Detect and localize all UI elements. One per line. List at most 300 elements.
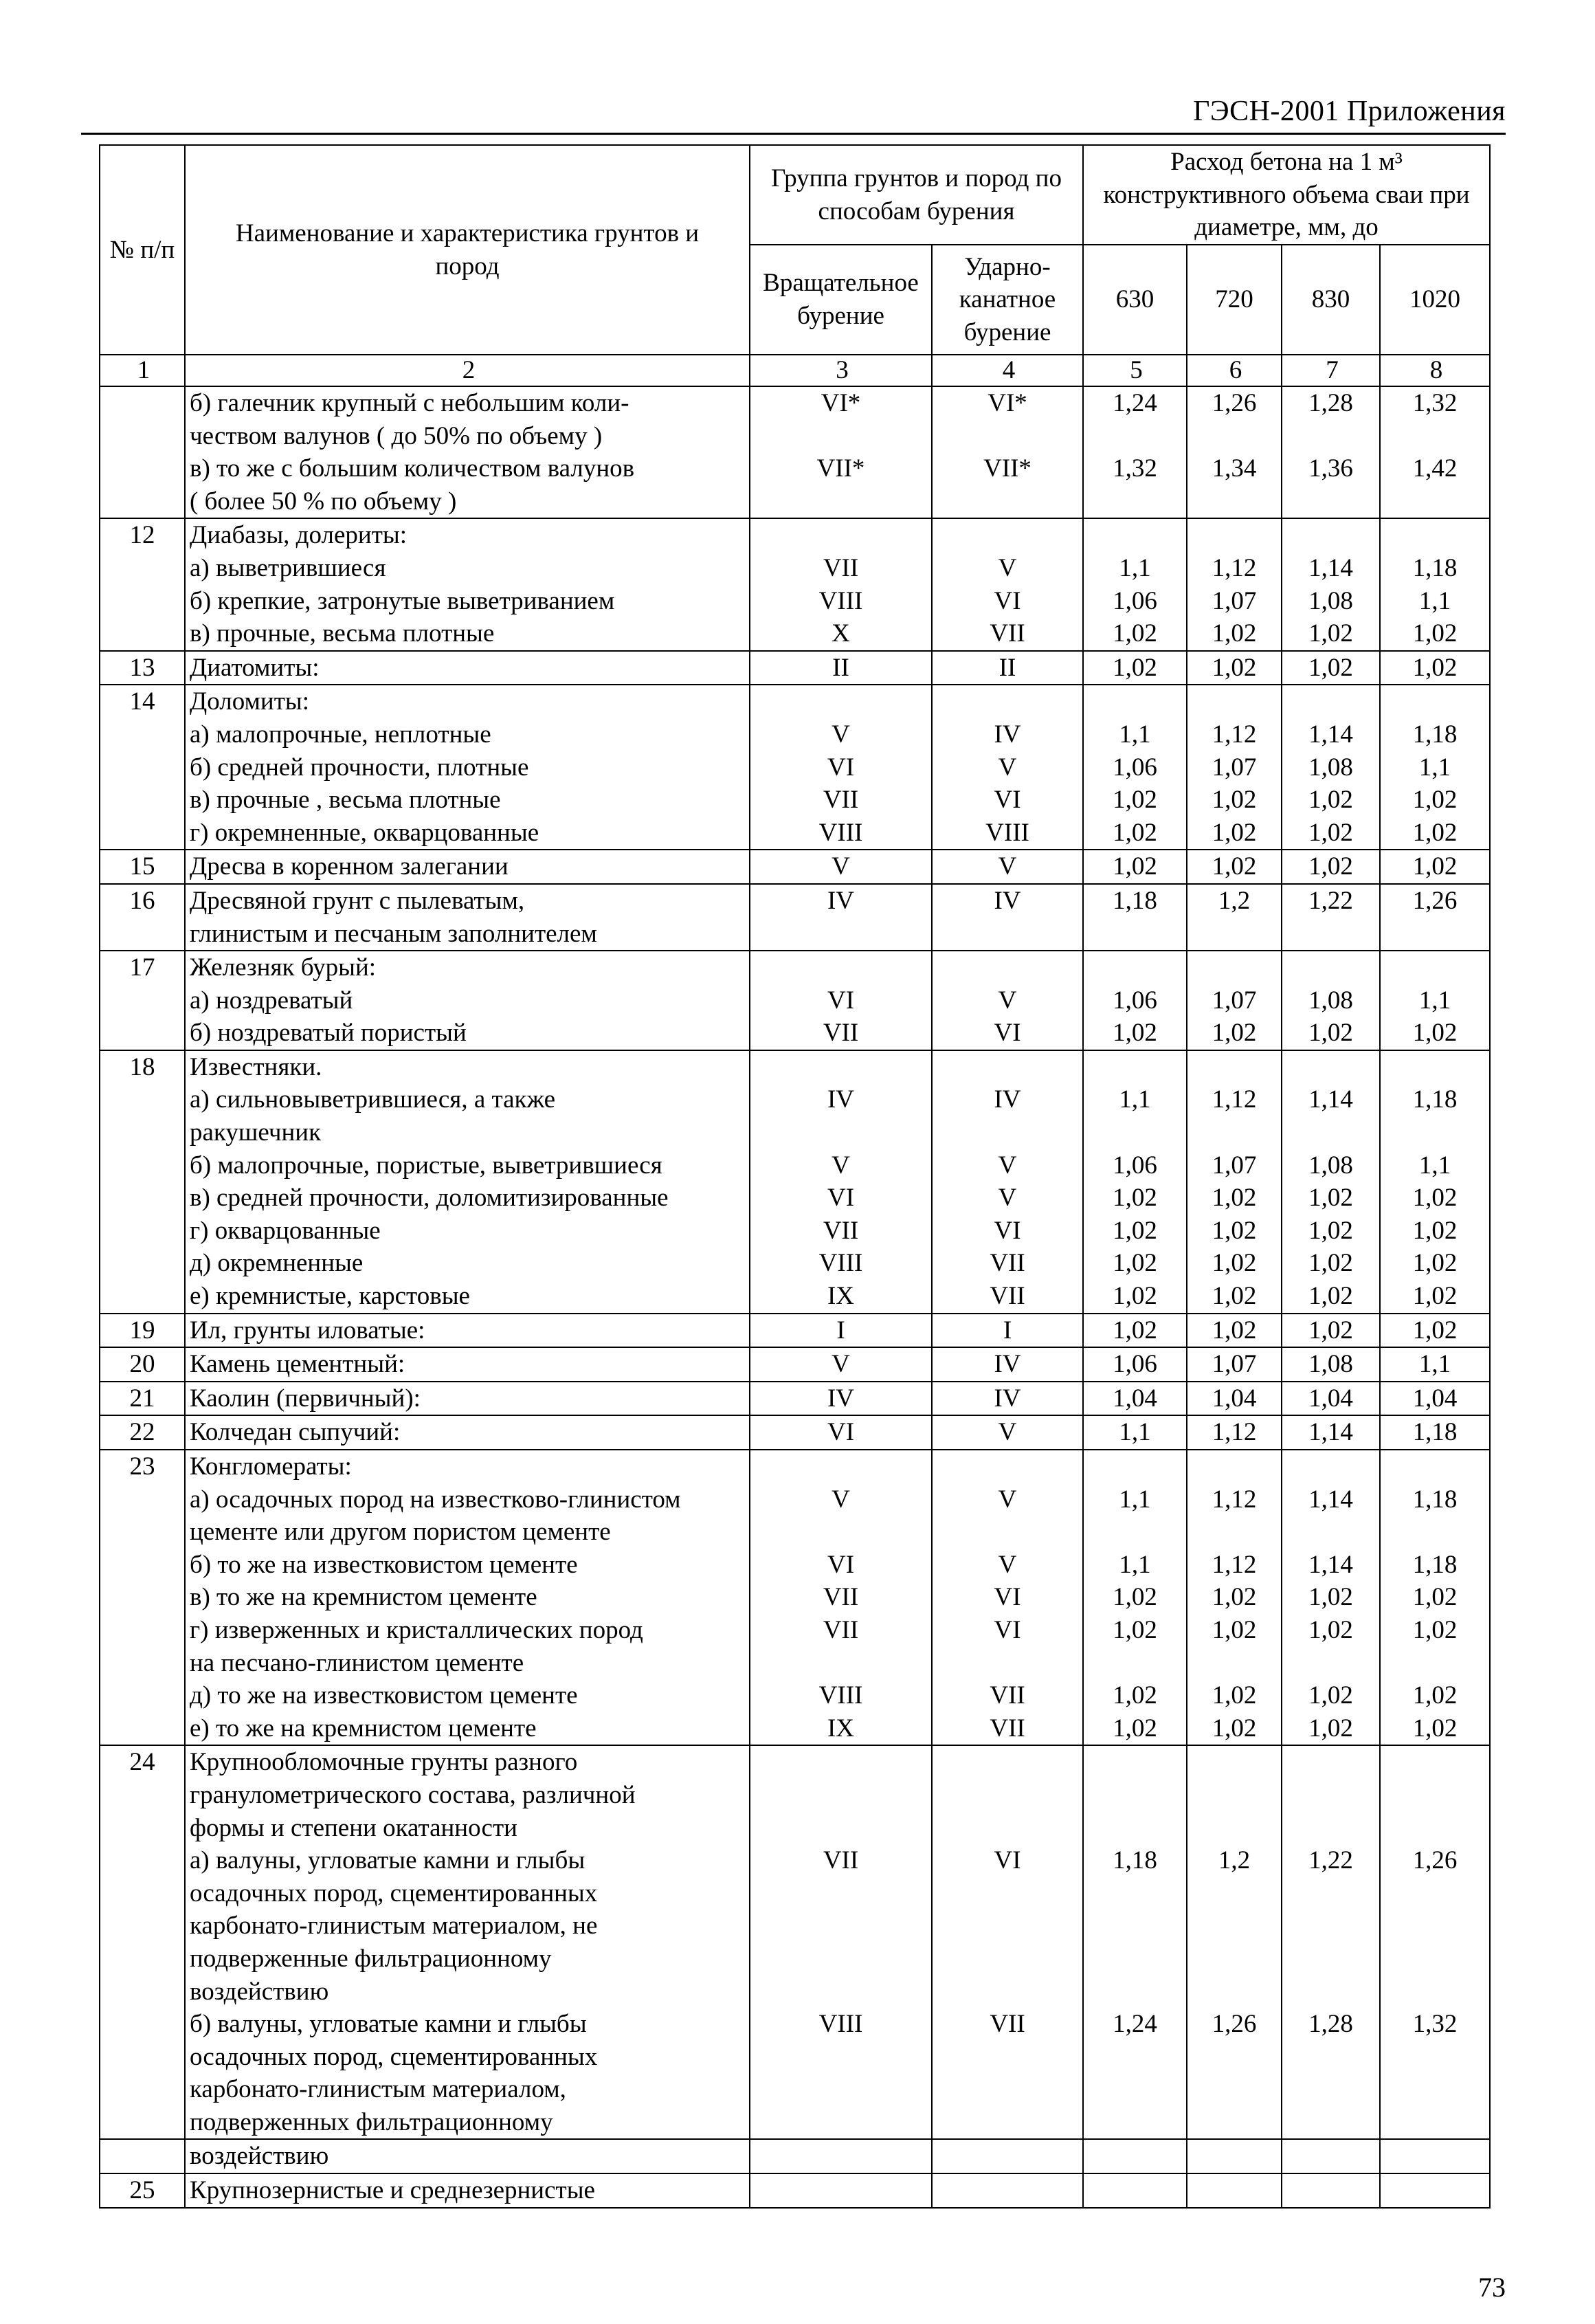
soil-name-cell: д) окремненные <box>185 1247 750 1280</box>
rotary-group-cell: VI <box>750 1549 932 1582</box>
table-row <box>100 718 1490 751</box>
percussion-group-cell: II <box>932 651 1083 685</box>
rotary-group-cell: VII <box>750 1581 932 1614</box>
table-row <box>100 1017 1490 1050</box>
consumption-720-cell: 1,26 <box>1187 2008 1282 2041</box>
soil-name-cell: гранулометрического состава, различной <box>185 1779 750 1812</box>
consumption-720-cell: 1,12 <box>1187 1415 1282 1450</box>
percussion-group-cell <box>932 685 1083 718</box>
consumption-830-cell <box>1282 2106 1380 2140</box>
percussion-group-cell <box>932 918 1083 951</box>
rotary-group-cell <box>750 1877 932 1910</box>
row-number-cell: 16 <box>100 884 185 918</box>
row-number-cell: 21 <box>100 1382 185 1416</box>
rotary-group-cell: VI <box>750 1415 932 1450</box>
row-number-cell: 23 <box>100 1450 185 1483</box>
consumption-830-cell <box>1282 1450 1380 1483</box>
consumption-720-cell: 1,12 <box>1187 718 1282 751</box>
page-number: 73 <box>1478 2272 1506 2303</box>
consumption-630-cell: 1,02 <box>1083 1280 1187 1314</box>
consumption-1020-cell <box>1380 420 1490 453</box>
consumption-630-cell: 1,18 <box>1083 1844 1187 1877</box>
rotary-group-cell: I <box>750 1314 932 1348</box>
rotary-group-cell <box>750 1516 932 1549</box>
row-number-cell: 25 <box>100 2173 185 2208</box>
consumption-720-cell: 1,04 <box>1187 1382 1282 1416</box>
table-row <box>100 951 1490 984</box>
consumption-630-cell <box>1083 1450 1187 1483</box>
consumption-830-cell: 1,22 <box>1282 1844 1380 1877</box>
percussion-group-cell: VII <box>932 617 1083 651</box>
soil-name-cell: а) малопрочные, неплотные <box>185 718 750 751</box>
consumption-830-cell: 1,02 <box>1282 617 1380 651</box>
consumption-830-cell <box>1282 2173 1380 2208</box>
rotary-group-cell: VII <box>750 1017 932 1050</box>
rotary-group-cell <box>750 2106 932 2140</box>
consumption-1020-cell: 1,32 <box>1380 386 1490 420</box>
row-number-cell <box>100 784 185 817</box>
percussion-group-cell: V <box>932 1549 1083 1582</box>
rotary-group-cell <box>750 1976 932 2008</box>
soil-name-cell: на песчано-глинистом цементе <box>185 1647 750 1680</box>
consumption-720-cell <box>1187 1976 1282 2008</box>
consumption-830-cell: 1,14 <box>1282 552 1380 585</box>
percussion-group-cell <box>932 2106 1083 2140</box>
consumption-630-cell <box>1083 2139 1187 2173</box>
consumption-1020-cell: 1,18 <box>1380 1483 1490 1516</box>
percussion-group-cell <box>932 2073 1083 2106</box>
rotary-group-cell <box>750 951 932 984</box>
consumption-630-cell <box>1083 1745 1187 1779</box>
soil-name-cell: Дресвяной грунт с пылеватым, <box>185 884 750 918</box>
consumption-1020-cell <box>1380 1050 1490 1084</box>
consumption-630-cell <box>1083 518 1187 552</box>
row-number-cell: 17 <box>100 951 185 984</box>
soil-name-cell: г) окварцованные <box>185 1215 750 1248</box>
percussion-group-cell: VII* <box>932 452 1083 485</box>
table-row <box>100 386 1490 420</box>
table-row <box>100 1450 1490 1483</box>
row-number-cell <box>100 386 185 420</box>
table-row <box>100 1943 1490 1976</box>
consumption-630-cell: 1,02 <box>1083 1581 1187 1614</box>
consumption-1020-cell <box>1380 685 1490 718</box>
consumption-720-cell <box>1187 1647 1282 1680</box>
row-number-cell <box>100 918 185 951</box>
soil-name-cell: а) осадочных пород на известково-глинистом <box>185 1483 750 1516</box>
table-row <box>100 617 1490 651</box>
consumption-1020-cell <box>1380 2173 1490 2208</box>
percussion-group-cell: V <box>932 552 1083 585</box>
table-row <box>100 585 1490 618</box>
percussion-group-cell: VI <box>932 784 1083 817</box>
consumption-830-cell <box>1282 485 1380 519</box>
percussion-group-cell: V <box>932 1149 1083 1182</box>
consumption-830-cell <box>1282 1943 1380 1976</box>
row-number-cell <box>100 2073 185 2106</box>
percussion-group-cell: VI* <box>932 386 1083 420</box>
consumption-720-cell <box>1187 2173 1282 2208</box>
rotary-group-cell: V <box>750 850 932 884</box>
table-row <box>100 1215 1490 1248</box>
rotary-group-cell <box>750 1943 932 1976</box>
percussion-group-cell <box>932 2173 1083 2208</box>
consumption-720-cell <box>1187 1450 1282 1483</box>
percussion-group-cell: VI <box>932 1614 1083 1647</box>
consumption-720-cell: 1,07 <box>1187 751 1282 784</box>
consumption-720-cell: 1,02 <box>1187 1314 1282 1348</box>
row-number-cell: 24 <box>100 1745 185 1779</box>
soil-name-cell: осадочных пород, сцементированных <box>185 2041 750 2074</box>
percussion-group-cell: IV <box>932 884 1083 918</box>
consumption-1020-cell <box>1380 2139 1490 2173</box>
consumption-830-cell: 1,36 <box>1282 452 1380 485</box>
consumption-830-cell <box>1282 951 1380 984</box>
rotary-group-cell <box>750 420 932 453</box>
table-row <box>100 1877 1490 1910</box>
percussion-group-cell <box>932 1450 1083 1483</box>
row-number-cell <box>100 1581 185 1614</box>
percussion-group-cell <box>932 518 1083 552</box>
rotary-group-cell: IX <box>750 1280 932 1314</box>
consumption-1020-cell: 1,26 <box>1380 884 1490 918</box>
rotary-group-cell: VIII <box>750 585 932 618</box>
consumption-830-cell <box>1282 1812 1380 1845</box>
header-diameter: 630 <box>1083 245 1187 355</box>
consumption-830-cell: 1,08 <box>1282 984 1380 1017</box>
row-number-cell <box>100 1844 185 1877</box>
consumption-720-cell: 1,02 <box>1187 850 1282 884</box>
consumption-720-cell: 1,02 <box>1187 1581 1282 1614</box>
soil-name-cell: глинистым и песчаным заполнителем <box>185 918 750 951</box>
row-number-cell <box>100 1182 185 1215</box>
soil-name-cell: Дресва в коренном залегании <box>185 850 750 884</box>
consumption-630-cell: 1,02 <box>1083 850 1187 884</box>
consumption-1020-cell: 1,02 <box>1380 617 1490 651</box>
rotary-group-cell: VII <box>750 784 932 817</box>
soil-name-cell: г) изверженных и кристаллических пород <box>185 1614 750 1647</box>
row-number-cell <box>100 552 185 585</box>
soil-name-cell: б) средней прочности, плотные <box>185 751 750 784</box>
consumption-720-cell: 1,07 <box>1187 1347 1282 1382</box>
consumption-830-cell <box>1282 518 1380 552</box>
soil-name-cell: е) то же на кремнистом цементе <box>185 1712 750 1746</box>
consumption-720-cell: 1,02 <box>1187 1679 1282 1712</box>
consumption-720-cell: 1,02 <box>1187 1182 1282 1215</box>
row-number-cell <box>100 1516 185 1549</box>
header-percussion: Ударно-канатное бурение <box>932 245 1083 355</box>
consumption-630-cell <box>1083 2106 1187 2140</box>
soil-name-cell: осадочных пород, сцементированных <box>185 1877 750 1910</box>
consumption-720-cell: 1,02 <box>1187 784 1282 817</box>
soil-name-cell: а) валуны, угловатые камни и глыбы <box>185 1844 750 1877</box>
consumption-1020-cell: 1,18 <box>1380 552 1490 585</box>
consumption-830-cell: 1,14 <box>1282 1083 1380 1116</box>
rotary-group-cell: IV <box>750 884 932 918</box>
table-row <box>100 1083 1490 1116</box>
consumption-720-cell: 1,26 <box>1187 386 1282 420</box>
consumption-630-cell: 1,02 <box>1083 1712 1187 1746</box>
rotary-group-cell: VII <box>750 1215 932 1248</box>
consumption-720-cell: 1,02 <box>1187 1614 1282 1647</box>
rotary-group-cell <box>750 1779 932 1812</box>
consumption-1020-cell: 1,32 <box>1380 2008 1490 2041</box>
soil-name-cell: б) малопрочные, пористые, выветрившиеся <box>185 1149 750 1182</box>
consumption-630-cell <box>1083 2073 1187 2106</box>
rotary-group-cell <box>750 1745 932 1779</box>
soil-name-cell: б) валуны, угловатые камни и глыбы <box>185 2008 750 2041</box>
consumption-830-cell <box>1282 1910 1380 1943</box>
table-row <box>100 1614 1490 1647</box>
percussion-group-cell <box>932 2139 1083 2173</box>
table-row <box>100 751 1490 784</box>
percussion-group-cell: V <box>932 1415 1083 1450</box>
consumption-720-cell <box>1187 2106 1282 2140</box>
consumption-720-cell: 1,02 <box>1187 651 1282 685</box>
row-number-cell <box>100 1679 185 1712</box>
row-number-cell: 15 <box>100 850 185 884</box>
table-row <box>100 1679 1490 1712</box>
consumption-630-cell: 1,06 <box>1083 1347 1187 1382</box>
header-group: Группа грунтов и пород по способам бурения <box>750 145 1083 245</box>
row-number-cell: 22 <box>100 1415 185 1450</box>
consumption-720-cell: 1,12 <box>1187 1483 1282 1516</box>
row-number-cell <box>100 1943 185 1976</box>
table-row <box>100 1844 1490 1877</box>
percussion-group-cell <box>932 1050 1083 1084</box>
soil-name-cell: воздействию <box>185 1976 750 2008</box>
consumption-1020-cell: 1,02 <box>1380 1679 1490 1712</box>
table-row <box>100 420 1490 453</box>
consumption-1020-cell <box>1380 1779 1490 1812</box>
rotary-group-cell: VII <box>750 1844 932 1877</box>
percussion-group-cell <box>932 1116 1083 1149</box>
consumption-1020-cell <box>1380 2073 1490 2106</box>
consumption-1020-cell: 1,02 <box>1380 784 1490 817</box>
column-number: 6 <box>1187 355 1282 386</box>
percussion-group-cell <box>932 485 1083 519</box>
consumption-630-cell: 1,02 <box>1083 1017 1187 1050</box>
consumption-630-cell: 1,02 <box>1083 784 1187 817</box>
rotary-group-cell: V <box>750 1483 932 1516</box>
rotary-group-cell <box>750 2073 932 2106</box>
percussion-group-cell: I <box>932 1314 1083 1348</box>
consumption-630-cell: 1,02 <box>1083 617 1187 651</box>
percussion-group-cell: IV <box>932 1347 1083 1382</box>
consumption-830-cell: 1,02 <box>1282 1712 1380 1746</box>
table-row <box>100 1910 1490 1943</box>
consumption-630-cell <box>1083 1116 1187 1149</box>
rotary-group-cell <box>750 918 932 951</box>
rotary-group-cell <box>750 1812 932 1845</box>
row-number-cell <box>100 1712 185 1746</box>
row-number-cell: 19 <box>100 1314 185 1348</box>
consumption-1020-cell: 1,02 <box>1380 651 1490 685</box>
percussion-group-cell: VI <box>932 1581 1083 1614</box>
consumption-830-cell <box>1282 1877 1380 1910</box>
soil-name-cell: ( более 50 % по объему ) <box>185 485 750 519</box>
consumption-720-cell <box>1187 1779 1282 1812</box>
soil-name-cell: цементе или другом пористом цементе <box>185 1516 750 1549</box>
consumption-830-cell <box>1282 918 1380 951</box>
consumption-630-cell: 1,02 <box>1083 817 1187 850</box>
consumption-1020-cell: 1,1 <box>1380 585 1490 618</box>
rotary-group-cell: X <box>750 617 932 651</box>
row-number-cell <box>100 585 185 618</box>
percussion-group-cell: VII <box>932 2008 1083 2041</box>
consumption-630-cell <box>1083 2173 1187 2208</box>
soil-name-cell: б) то же на известковистом цементе <box>185 1549 750 1582</box>
consumption-830-cell: 1,14 <box>1282 1549 1380 1582</box>
consumption-630-cell: 1,1 <box>1083 718 1187 751</box>
row-number-cell <box>100 2106 185 2140</box>
consumption-830-cell: 1,02 <box>1282 1679 1380 1712</box>
row-number-cell <box>100 1614 185 1647</box>
row-number-cell <box>100 751 185 784</box>
consumption-630-cell: 1,06 <box>1083 1149 1187 1182</box>
rotary-group-cell: IX <box>750 1712 932 1746</box>
consumption-630-cell: 1,1 <box>1083 1083 1187 1116</box>
consumption-720-cell: 1,07 <box>1187 585 1282 618</box>
percussion-group-cell: VII <box>932 1712 1083 1746</box>
rotary-group-cell: VII <box>750 1614 932 1647</box>
running-header: ГЭСН-2001 Приложения <box>1193 96 1506 127</box>
consumption-630-cell: 1,1 <box>1083 1415 1187 1450</box>
soil-name-cell: в) то же на кремнистом цементе <box>185 1581 750 1614</box>
consumption-720-cell: 1,2 <box>1187 1844 1282 1877</box>
consumption-1020-cell: 1,26 <box>1380 1844 1490 1877</box>
table-row <box>100 2139 1490 2173</box>
consumption-1020-cell <box>1380 1745 1490 1779</box>
consumption-720-cell: 1,02 <box>1187 1017 1282 1050</box>
soil-name-cell: в) то же с большим количеством валунов <box>185 452 750 485</box>
soil-name-cell: б) ноздреватый пористый <box>185 1017 750 1050</box>
consumption-1020-cell: 1,02 <box>1380 1182 1490 1215</box>
table-row <box>100 2008 1490 2041</box>
table-row <box>100 1314 1490 1348</box>
header-name: Наименование и характеристика грунтов и пород <box>185 145 750 355</box>
header-num: № п/п <box>100 145 185 355</box>
rotary-group-cell: VI* <box>750 386 932 420</box>
consumption-630-cell: 1,02 <box>1083 1247 1187 1280</box>
soil-name-cell: б) крепкие, затронутые выветриванием <box>185 585 750 618</box>
consumption-720-cell <box>1187 951 1282 984</box>
percussion-group-cell: V <box>932 1483 1083 1516</box>
consumption-630-cell: 1,24 <box>1083 386 1187 420</box>
soil-classification-table <box>99 144 1491 2209</box>
consumption-720-cell: 1,02 <box>1187 1247 1282 1280</box>
consumption-720-cell: 1,2 <box>1187 884 1282 918</box>
soil-name-cell: в) прочные, весьма плотные <box>185 617 750 651</box>
soil-name-cell: чеством валунов ( до 50% по объему ) <box>185 420 750 453</box>
consumption-1020-cell <box>1380 1516 1490 1549</box>
soil-name-cell: в) средней прочности, доломитизированные <box>185 1182 750 1215</box>
rotary-group-cell: VIII <box>750 817 932 850</box>
consumption-1020-cell <box>1380 918 1490 951</box>
consumption-830-cell: 1,02 <box>1282 1017 1380 1050</box>
consumption-1020-cell <box>1380 485 1490 519</box>
consumption-1020-cell: 1,42 <box>1380 452 1490 485</box>
consumption-830-cell <box>1282 1050 1380 1084</box>
consumption-720-cell: 1,12 <box>1187 1083 1282 1116</box>
table-row <box>100 552 1490 585</box>
table-row <box>100 1712 1490 1746</box>
percussion-group-cell <box>932 1516 1083 1549</box>
consumption-720-cell: 1,07 <box>1187 984 1282 1017</box>
table-row <box>100 1347 1490 1382</box>
row-number-cell <box>100 452 185 485</box>
rotary-group-cell: IV <box>750 1083 932 1116</box>
percussion-group-cell <box>932 1812 1083 1845</box>
consumption-630-cell <box>1083 1647 1187 1680</box>
table-row <box>100 2173 1490 2208</box>
consumption-1020-cell <box>1380 2041 1490 2074</box>
header-diameter: 720 <box>1187 245 1282 355</box>
percussion-group-cell: VI <box>932 1215 1083 1248</box>
consumption-720-cell: 1,02 <box>1187 1712 1282 1746</box>
soil-name-cell: Каолин (первичный): <box>185 1382 750 1416</box>
percussion-group-cell <box>932 1976 1083 2008</box>
consumption-630-cell <box>1083 951 1187 984</box>
consumption-830-cell <box>1282 1516 1380 1549</box>
consumption-1020-cell: 1,02 <box>1380 1314 1490 1348</box>
soil-name-cell: Железняк бурый: <box>185 951 750 984</box>
consumption-830-cell <box>1282 2073 1380 2106</box>
soil-name-cell: Доломиты: <box>185 685 750 718</box>
consumption-830-cell: 1,08 <box>1282 1347 1380 1382</box>
soil-name-cell: карбонато-глинистым материалом, не <box>185 1910 750 1943</box>
percussion-group-cell: VII <box>932 1280 1083 1314</box>
consumption-1020-cell <box>1380 1647 1490 1680</box>
consumption-830-cell: 1,02 <box>1282 1247 1380 1280</box>
consumption-720-cell <box>1187 1943 1282 1976</box>
consumption-1020-cell: 1,02 <box>1380 1247 1490 1280</box>
consumption-830-cell: 1,02 <box>1282 1182 1380 1215</box>
soil-name-cell: карбонато-глинистым материалом, <box>185 2073 750 2106</box>
soil-name-cell: б) галечник крупный с небольшим коли- <box>185 386 750 420</box>
table-row <box>100 1149 1490 1182</box>
row-number-cell <box>100 817 185 850</box>
rotary-group-cell <box>750 485 932 519</box>
soil-name-cell: воздействию <box>185 2139 750 2173</box>
soil-name-cell: Камень цементный: <box>185 1347 750 1382</box>
consumption-720-cell <box>1187 918 1282 951</box>
table-row <box>100 784 1490 817</box>
rotary-group-cell: V <box>750 1347 932 1382</box>
consumption-630-cell <box>1083 420 1187 453</box>
soil-name-cell: а) ноздреватый <box>185 984 750 1017</box>
consumption-830-cell: 1,22 <box>1282 884 1380 918</box>
table-row <box>100 1247 1490 1280</box>
consumption-830-cell <box>1282 1116 1380 1149</box>
table-row <box>100 2073 1490 2106</box>
soil-name-cell: подверженных фильтрационному <box>185 2106 750 2140</box>
consumption-830-cell: 1,28 <box>1282 2008 1380 2041</box>
consumption-830-cell: 1,02 <box>1282 1280 1380 1314</box>
consumption-630-cell <box>1083 1779 1187 1812</box>
consumption-630-cell <box>1083 1910 1187 1943</box>
consumption-1020-cell <box>1380 1976 1490 2008</box>
header-rule <box>81 133 1506 135</box>
row-number-cell <box>100 1549 185 1582</box>
consumption-1020-cell: 1,02 <box>1380 1581 1490 1614</box>
consumption-720-cell: 1,12 <box>1187 1549 1282 1582</box>
consumption-830-cell: 1,02 <box>1282 1614 1380 1647</box>
consumption-630-cell: 1,1 <box>1083 1549 1187 1582</box>
soil-name-cell: Крупнозернистые и среднезернистые <box>185 2173 750 2208</box>
rotary-group-cell <box>750 2173 932 2208</box>
column-number: 8 <box>1380 355 1490 386</box>
